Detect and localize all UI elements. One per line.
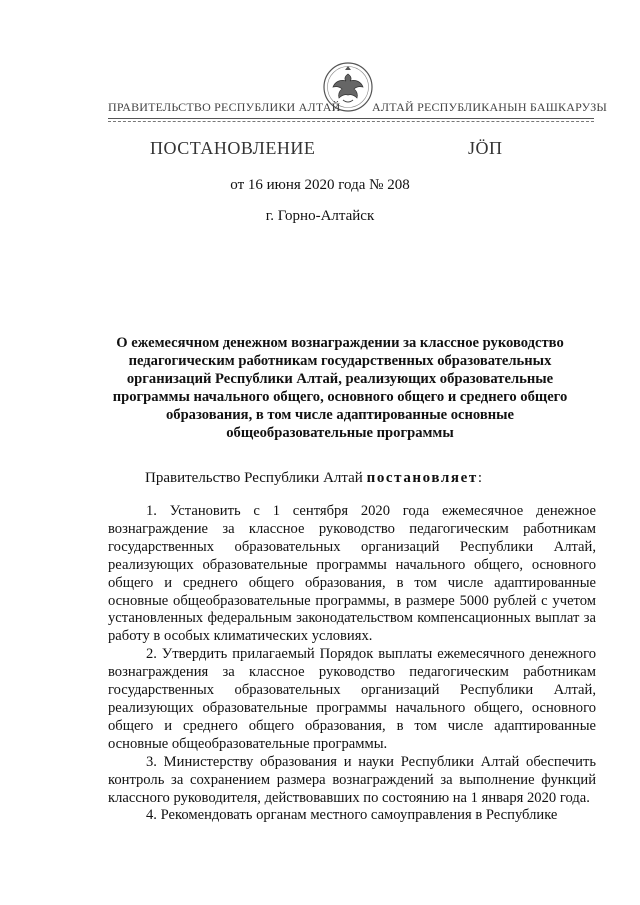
header-divider [108, 118, 594, 119]
preamble-verb: постановляет [366, 470, 478, 486]
document-city: г. Горно-Алтайск [265, 208, 375, 224]
preamble-colon: : [477, 470, 483, 486]
preamble [145, 470, 482, 487]
paragraph-1: 1. Установить с 1 сентября 2020 года ежемесячное денежное вознаграждение за классное руководство педагогическим работникам государственных образовательных организаций Республики Алтай, реализующих образовательные программы начального общего, основного общего и среднего общего образования, в том числе адаптированные основные общеобразовательные программы, в размере 5000 рублей с учетом установленных федеральным законодательством компенсационных выплат за работу в особых климатических условиях. [108, 503, 596, 645]
document-date-number: от 16 июня 2020 года № 208 [230, 177, 410, 193]
preamble-subject: Правительство Республики Алтай [145, 470, 363, 486]
document-body [108, 503, 596, 825]
document-title: О ежемесячном денежном вознаграждении за классное руководство педагогическим работникам государственных образовательных организаций Республики Алтай, реализующих образовательные программы начального общего, основного общего и среднего общего образования, в том числе адаптированные основные общеобразовательные программы [112, 335, 568, 441]
header-divider-dashed [108, 121, 594, 122]
paragraph-2: 2. Утвердить прилагаемый Порядок выплаты ежемесячного денежного вознаграждения за классное руководство педагогическим работникам государственных образовательных организаций Республики Алтай, реализующих образовательные программы начального общего, основного общего и среднего общего образования, в том числе адаптированные основные общеобразовательные программы. [108, 646, 596, 752]
document-type-altai: ЈӦП [468, 138, 503, 158]
government-name-altai: АЛТАЙ РЕСПУБЛИКАНЫН БАШКАРУЗЫ [372, 100, 608, 114]
paragraph-4: 4. Рекомендовать органам местного самоуправления в Республике [146, 807, 558, 824]
government-name-russian: ПРАВИТЕЛЬСТВО РЕСПУБЛИКИ АЛТАЙ [108, 100, 341, 114]
document-type-russian: ПОСТАНОВЛЕНИЕ [150, 138, 316, 158]
paragraph-3: 3. Министерству образования и науки Республики Алтай обеспечить контроль за сохранением размера вознаграждений за выполнение функций классного руководителя, действовавших по состоянию на 1 января 2020 года. [108, 753, 596, 806]
